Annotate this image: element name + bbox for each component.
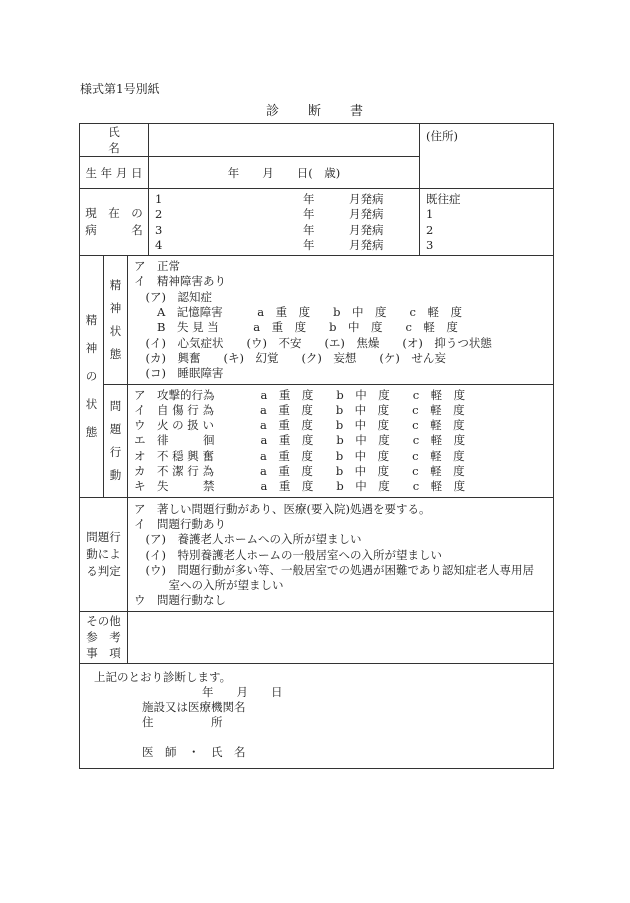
current-label-line1: 現 在 の <box>85 206 143 221</box>
label-line: その他 <box>86 614 121 629</box>
disease-item <box>155 207 413 222</box>
judgement-label <box>80 497 128 611</box>
judgement-line: 室への入所が望ましい <box>134 578 284 593</box>
disease-num: 4 <box>155 237 163 252</box>
address-label: (住所) <box>426 129 458 143</box>
label-char: 神 <box>85 341 98 356</box>
disease-date: 年 月発病 <box>303 237 384 252</box>
history-item: 1 <box>426 207 434 222</box>
form-id: 様式第1号別紙 <box>80 82 160 96</box>
label-char: 問 <box>109 398 122 413</box>
disorder-line: (コ) 睡眠障害 <box>134 366 224 381</box>
current-disease-list[interactable] <box>149 189 420 256</box>
address-label-footer: 住 所 <box>142 714 223 729</box>
label-char: 状 <box>109 323 122 338</box>
label-line: 参 考 <box>86 630 121 645</box>
disorder-line: B 失 見 当 a 重 度 b 中 度 c 軽 度 <box>134 320 458 335</box>
row-current-disease <box>80 189 554 256</box>
label-line: 動によ <box>86 546 121 561</box>
history-label: 既往症 <box>426 192 461 206</box>
behavior-line: エ 徘 徊 a 重 度 b 中 度 c 軽 度 <box>134 433 466 448</box>
address-field[interactable] <box>420 124 554 189</box>
disorder-line: (ア) 認知症 <box>134 289 212 304</box>
mental-disorder-label <box>104 256 128 384</box>
disorder-line: ア 正常 <box>134 259 180 274</box>
disease-item <box>155 238 413 253</box>
disease-item <box>155 223 413 238</box>
doctor-label: 医 師 ・ 氏 名 <box>142 744 246 759</box>
judgement-line: (イ) 特別養護老人ホームの一般居室への入所が望ましい <box>134 547 442 562</box>
behavior-line: カ 不 潔 行 為 a 重 度 b 中 度 c 軽 度 <box>134 464 465 479</box>
problem-behavior-options[interactable] <box>128 384 554 497</box>
disorder-line: A 記憶障害 a 重 度 b 中 度 c 軽 度 <box>134 305 462 320</box>
declaration-block <box>80 663 554 768</box>
label-line: る判定 <box>86 563 121 578</box>
current-label-line2: 病 名 <box>85 223 143 238</box>
label-char: 神 <box>109 300 122 315</box>
birth-value: 年 月 日( 歳) <box>227 165 341 180</box>
diagnosis-form <box>79 123 554 769</box>
disease-num: 1 <box>155 192 163 206</box>
name-label: 氏 名 <box>80 124 149 157</box>
label-char: 態 <box>85 425 98 440</box>
behavior-line: ウ 火 の 扱 い a 重 度 b 中 度 c 軽 度 <box>134 418 465 433</box>
label-line: 事 項 <box>86 646 121 661</box>
judgement-line: ウ 問題行動なし <box>134 593 226 608</box>
judgement-line: (ウ) 問題行動が多い等、一般居室での処遇が困難であり認知症老人専用居 <box>134 562 534 577</box>
behavior-line: イ 自 傷 行 為 a 重 度 b 中 度 c 軽 度 <box>134 402 465 417</box>
disease-item <box>155 192 413 207</box>
label-char: 精 <box>85 313 98 328</box>
disorder-line: イ 精神障害あり <box>134 274 226 289</box>
current-disease-label <box>80 189 149 256</box>
judgement-options[interactable] <box>128 497 554 611</box>
judgement-line: (ア) 養護老人ホームへの入所が望ましい <box>134 532 362 547</box>
facility-label: 施設又は医療機関名 <box>142 699 246 714</box>
disorder-line: (イ) 心気症状 (ウ) 不安 (エ) 焦燥 (オ) 抑うつ状態 <box>134 335 492 350</box>
disorder-line: (カ) 興奮 (キ) 幻覚 (ク) 妄想 (ケ) せん妄 <box>134 350 446 365</box>
disease-num: 3 <box>155 222 163 237</box>
label-char: 行 <box>109 444 122 459</box>
disease-date: 年 月発病 <box>303 222 384 237</box>
label-line: 問題行 <box>86 529 121 544</box>
declaration-date[interactable]: 年 月 日 <box>202 684 283 699</box>
row-name <box>80 124 554 157</box>
row-problem-behavior <box>80 384 554 497</box>
row-footer <box>80 663 554 768</box>
mental-disorder-options[interactable] <box>128 256 554 384</box>
behavior-line: ア 攻撃的行為 a 重 度 b 中 度 c 軽 度 <box>134 387 466 402</box>
label-char: 精 <box>109 277 122 292</box>
history-field[interactable] <box>420 189 554 256</box>
problem-behavior-label <box>104 384 128 497</box>
label-char: 動 <box>109 467 122 482</box>
other-label <box>80 611 128 663</box>
birth-label: 生 年 月 日 <box>80 157 149 189</box>
behavior-line: オ 不 穏 興 奮 a 重 度 b 中 度 c 軽 度 <box>134 448 465 463</box>
label-char: の <box>85 369 98 384</box>
disease-num: 2 <box>155 207 163 222</box>
history-item: 3 <box>426 237 434 252</box>
label-char: 状 <box>85 397 98 412</box>
history-item: 2 <box>426 222 434 237</box>
page-title: 診 断 書 <box>265 104 364 119</box>
judgement-line: ア 著しい問題行動があり、医療(要入院)処遇を要する。 <box>134 501 431 516</box>
behavior-line: キ 失 禁 a 重 度 b 中 度 c 軽 度 <box>134 479 466 494</box>
row-judgement <box>80 497 554 611</box>
birth-field[interactable] <box>149 157 420 189</box>
other-field[interactable] <box>128 611 554 663</box>
label-char: 題 <box>109 421 122 436</box>
disease-date: 年 月発病 <box>303 207 384 222</box>
row-other <box>80 611 554 663</box>
mental-state-label <box>80 256 104 497</box>
disease-date: 年 月発病 <box>303 192 384 206</box>
name-field[interactable] <box>149 124 420 157</box>
judgement-line: イ 問題行動あり <box>134 516 226 531</box>
declaration-statement: 上記のとおり診断します。 <box>94 669 232 684</box>
row-mental-disorder <box>80 256 554 384</box>
label-char: 態 <box>109 346 122 361</box>
